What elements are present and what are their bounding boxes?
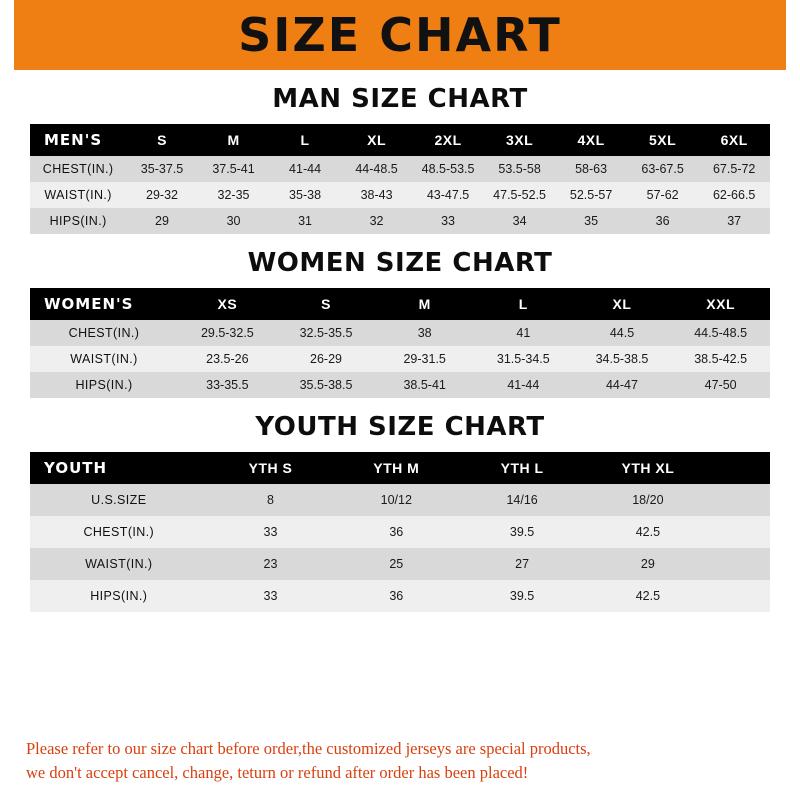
cell: 33 bbox=[263, 589, 278, 603]
col-head-youth: YOUTH bbox=[44, 459, 108, 477]
table-row bbox=[30, 208, 770, 234]
cell-spacer bbox=[711, 484, 770, 516]
cell: 43-47.5 bbox=[426, 188, 470, 202]
cell: 23.5-26 bbox=[206, 352, 249, 366]
row-label-chest: CHEST(IN.) bbox=[42, 162, 114, 176]
cell: 33-35.5 bbox=[206, 378, 249, 392]
cell-spacer bbox=[711, 516, 770, 548]
cell: 37 bbox=[727, 214, 742, 228]
col-head-m: M bbox=[418, 296, 431, 312]
cell: 36 bbox=[655, 214, 670, 228]
cell: 52.5-57 bbox=[569, 188, 613, 202]
man-section-title: MAN SIZE CHART bbox=[272, 84, 528, 114]
col-head-yth-xl: YTH XL bbox=[621, 460, 675, 476]
col-head-xl: XL bbox=[612, 296, 632, 312]
cell: 33 bbox=[263, 525, 278, 539]
col-head-spacer bbox=[711, 452, 770, 484]
cell: 34.5-38.5 bbox=[595, 352, 649, 366]
cell: 42.5 bbox=[635, 589, 661, 603]
table-header-row bbox=[30, 452, 770, 484]
cell: 41-44 bbox=[507, 378, 540, 392]
col-head-mens: MEN'S bbox=[44, 131, 103, 149]
cell: 35-37.5 bbox=[140, 162, 184, 176]
cell: 58-63 bbox=[575, 162, 608, 176]
cell: 35-38 bbox=[289, 188, 322, 202]
row-label-us-size: U.S.SIZE bbox=[91, 493, 147, 507]
row-label-waist: WAIST(IN.) bbox=[85, 557, 153, 571]
cell: 23 bbox=[263, 557, 278, 571]
table-row bbox=[30, 548, 770, 580]
cell: 29-31.5 bbox=[403, 352, 446, 366]
col-head-4xl: 4XL bbox=[577, 132, 605, 148]
cell: 44.5 bbox=[609, 326, 635, 340]
cell: 38.5-41 bbox=[403, 378, 446, 392]
cell: 35 bbox=[584, 214, 599, 228]
cell: 48.5-53.5 bbox=[421, 162, 475, 176]
cell: 29 bbox=[155, 214, 169, 228]
table-row bbox=[30, 320, 770, 346]
table-row bbox=[30, 346, 770, 372]
row-label-waist: WAIST(IN.) bbox=[44, 188, 112, 202]
cell: 33 bbox=[441, 214, 456, 228]
footer-note-line1: Please refer to our size chart before order,the customized jerseys are special products, bbox=[26, 738, 591, 758]
footer-note-line2: we don't accept cancel, change, teturn or refund after order has been placed! bbox=[26, 763, 529, 783]
cell: 53.5-58 bbox=[498, 162, 541, 176]
col-head-xs: XS bbox=[217, 296, 238, 312]
youth-chart-wrap bbox=[0, 452, 800, 612]
cell: 14/16 bbox=[506, 493, 538, 507]
col-head-womens: WOMEN'S bbox=[44, 295, 134, 313]
col-head-yth-s: YTH S bbox=[248, 460, 293, 476]
women-chart-wrap bbox=[0, 288, 800, 398]
row-label-hips: HIPS(IN.) bbox=[75, 378, 133, 392]
cell: 42.5 bbox=[635, 525, 661, 539]
cell: 38-43 bbox=[360, 188, 393, 202]
cell-spacer bbox=[711, 580, 770, 612]
col-head-6xl: 6XL bbox=[720, 132, 748, 148]
cell: 34 bbox=[512, 214, 527, 228]
header-banner bbox=[0, 0, 800, 70]
cell: 44.5-48.5 bbox=[694, 326, 748, 340]
cell: 44-47 bbox=[605, 378, 638, 392]
cell: 44-48.5 bbox=[355, 162, 398, 176]
col-head-s: S bbox=[321, 296, 331, 312]
cell: 63-67.5 bbox=[641, 162, 684, 176]
cell: 29-32 bbox=[146, 188, 178, 202]
cell: 26-29 bbox=[310, 352, 342, 366]
table-row bbox=[30, 372, 770, 398]
row-label-chest: CHEST(IN.) bbox=[68, 326, 140, 340]
row-label-waist: WAIST(IN.) bbox=[70, 352, 138, 366]
women-section-title: WOMEN SIZE CHART bbox=[247, 248, 553, 278]
man-chart-wrap bbox=[0, 124, 800, 234]
col-head-m: M bbox=[227, 132, 240, 148]
cell: 27 bbox=[515, 557, 530, 571]
youth-size-table bbox=[30, 452, 770, 612]
cell: 31.5-34.5 bbox=[496, 352, 550, 366]
cell: 57-62 bbox=[646, 188, 679, 202]
cell: 29.5-32.5 bbox=[200, 326, 254, 340]
cell: 35.5-38.5 bbox=[299, 378, 353, 392]
cell: 39.5 bbox=[509, 589, 535, 603]
women-size-table bbox=[30, 288, 770, 398]
cell: 47.5-52.5 bbox=[493, 188, 546, 202]
col-head-xxl: XXL bbox=[706, 296, 736, 312]
cell: 18/20 bbox=[632, 493, 664, 507]
cell: 38 bbox=[417, 326, 432, 340]
cell: 37.5-41 bbox=[212, 162, 255, 176]
table-row bbox=[30, 484, 770, 516]
table-row bbox=[30, 156, 770, 182]
footer-note bbox=[0, 737, 800, 787]
row-label-hips: HIPS(IN.) bbox=[49, 214, 107, 228]
col-head-3xl: 3XL bbox=[505, 132, 534, 148]
table-row bbox=[30, 580, 770, 612]
table-header-row bbox=[30, 124, 770, 156]
table-row bbox=[30, 182, 770, 208]
cell: 41-44 bbox=[289, 162, 322, 176]
cell: 29 bbox=[640, 557, 655, 571]
table-header-row bbox=[30, 288, 770, 320]
cell: 10/12 bbox=[380, 493, 412, 507]
col-head-s: S bbox=[157, 132, 167, 148]
cell: 30 bbox=[226, 214, 241, 228]
cell: 39.5 bbox=[509, 525, 535, 539]
cell: 32 bbox=[369, 214, 384, 228]
table-row bbox=[30, 516, 770, 548]
col-head-l: L bbox=[518, 296, 528, 312]
cell: 62-66.5 bbox=[712, 188, 756, 202]
col-head-2xl: 2XL bbox=[434, 132, 462, 148]
youth-section-title: YOUTH SIZE CHART bbox=[255, 412, 545, 442]
cell: 47-50 bbox=[704, 378, 737, 392]
cell: 36 bbox=[389, 589, 404, 603]
cell: 36 bbox=[389, 525, 404, 539]
cell-spacer bbox=[711, 548, 770, 580]
cell: 67.5-72 bbox=[712, 162, 756, 176]
row-label-hips: HIPS(IN.) bbox=[90, 589, 148, 603]
banner-edge-right bbox=[786, 0, 800, 70]
col-head-l: L bbox=[300, 132, 310, 148]
man-size-table bbox=[30, 124, 770, 234]
banner-edge-left bbox=[0, 0, 14, 70]
col-head-xl: XL bbox=[367, 132, 386, 148]
cell: 25 bbox=[389, 557, 404, 571]
col-head-yth-m: YTH M bbox=[373, 460, 420, 476]
cell: 41 bbox=[516, 326, 531, 340]
cell: 31 bbox=[298, 214, 312, 228]
col-head-yth-l: YTH L bbox=[500, 460, 544, 476]
cell: 38.5-42.5 bbox=[694, 352, 748, 366]
cell: 32-35 bbox=[217, 188, 250, 202]
cell: 32.5-35.5 bbox=[299, 326, 353, 340]
col-head-5xl: 5XL bbox=[649, 132, 677, 148]
cell: 8 bbox=[267, 493, 274, 507]
row-label-chest: CHEST(IN.) bbox=[83, 525, 155, 539]
page-title: SIZE CHART bbox=[238, 8, 562, 62]
